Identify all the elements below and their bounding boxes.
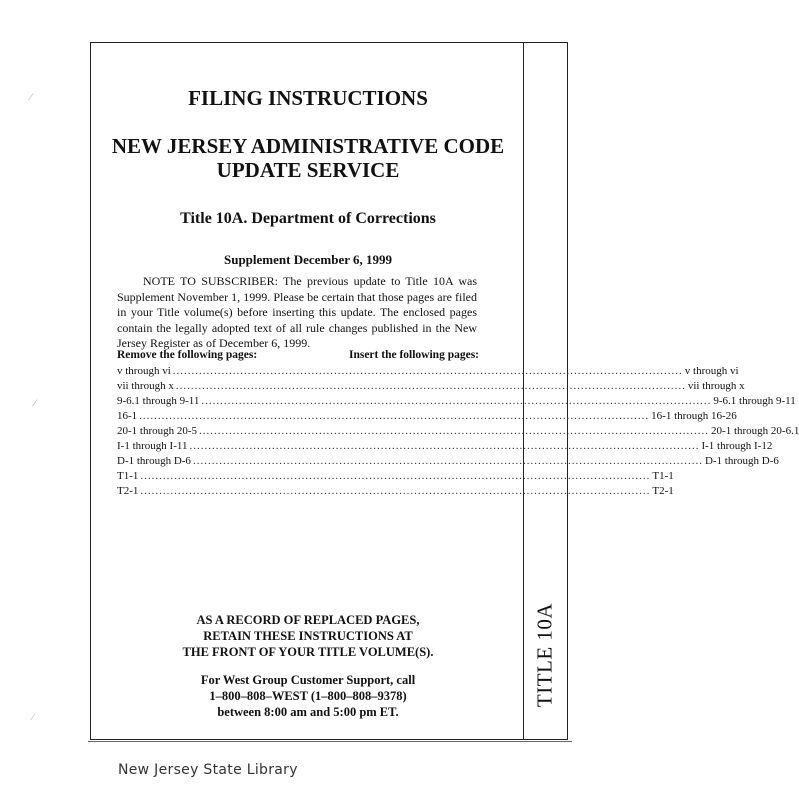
bottom-rule [88, 741, 572, 742]
spine-label-text: TITLE 10A [532, 602, 557, 708]
remove-cell: 9-6.1 through 9-11 [117, 395, 200, 407]
table-row [117, 469, 674, 484]
note-to-subscriber: NOTE TO SUBSCRIBER: The previous update to Title 10A was Supplement November 1, 1999. Please be certain that those pages are filed in your Title volume(s) before inserting this update. The enclosed pages contain the legally adopted text of all rule changes published in the New Jersey Register as of December 6, 1999. [117, 274, 477, 350]
leader-dots: ........................................................................................................................................ [189, 440, 700, 452]
table-header [117, 349, 479, 361]
leader-dots: ........................................................................................................................................ [140, 485, 651, 497]
insert-header: Insert the following pages: [348, 349, 479, 361]
remove-cell: T2-1 [117, 485, 139, 497]
remove-cell: T1-1 [117, 470, 139, 482]
page-table [117, 364, 799, 499]
table-row [117, 364, 739, 379]
scan-mark: ∕ [32, 712, 34, 723]
remove-cell: v through vi [117, 365, 171, 377]
insert-cell: 16-1 through 16-26 [651, 410, 737, 422]
table-row [117, 409, 737, 424]
table-row [117, 484, 674, 499]
remove-cell: 20-1 through 20-5 [117, 425, 198, 437]
remove-cell: vii through x [117, 380, 174, 392]
document-title: FILING INSTRUCTIONS [188, 86, 428, 110]
support-phone: 1–800–808–WEST (1–800–808–9378) [209, 689, 407, 703]
supplement-date: Supplement December 6, 1999 [223, 252, 393, 267]
leader-dots: ........................................................................................................................................ [140, 470, 651, 482]
title-number: Title 10A. Department of Corrections [180, 210, 436, 227]
insert-cell: T1-1 [652, 470, 674, 482]
table-row [117, 394, 796, 409]
support-line-1: For West Group Customer Support, call [200, 673, 416, 687]
support-hours: between 8:00 am and 5:00 pm ET. [217, 705, 399, 719]
table-row [117, 454, 779, 469]
remove-header: Remove the following pages: [117, 349, 258, 361]
remove-cell: I-1 through I-11 [117, 440, 188, 452]
scan-mark: ∕ [30, 92, 32, 103]
insert-cell: vii through x [687, 380, 745, 392]
table-row [117, 379, 745, 394]
insert-cell: D-1 through D-6 [704, 455, 779, 467]
library-stamp: New Jersey State Library [118, 762, 298, 778]
insert-cell: v through vi [684, 365, 739, 377]
leader-dots: ........................................................................................................................................ [175, 380, 686, 392]
code-title-line-1: NEW JERSEY ADMINISTRATIVE CODE [111, 134, 505, 158]
code-title-line-2: UPDATE SERVICE [216, 158, 400, 182]
table-row [117, 439, 773, 454]
table-row [117, 424, 799, 439]
remove-cell: D-1 through D-6 [117, 455, 191, 467]
record-line-2: RETAIN THESE INSTRUCTIONS AT [203, 629, 413, 643]
leader-dots: ........................................................................................................................................ [139, 410, 650, 422]
record-line-3: THE FRONT OF YOUR TITLE VOLUME(S). [182, 645, 434, 659]
insert-cell: 20-1 through 20-6.1 [711, 425, 799, 437]
leader-dots: ........................................................................................................................................ [201, 395, 712, 407]
insert-cell: I-1 through I-12 [701, 440, 773, 452]
insert-cell: T2-1 [652, 485, 674, 497]
insert-cell: 9-6.1 through 9-11 [713, 395, 796, 407]
leader-dots: ........................................................................................................................................ [199, 425, 710, 437]
record-line-1: AS A RECORD OF REPLACED PAGES, [196, 613, 420, 627]
scan-mark: ∕ [34, 398, 36, 409]
leader-dots: ........................................................................................................................................ [172, 365, 683, 377]
leader-dots: ........................................................................................................................................ [192, 455, 703, 467]
remove-cell: 16-1 [117, 410, 138, 422]
